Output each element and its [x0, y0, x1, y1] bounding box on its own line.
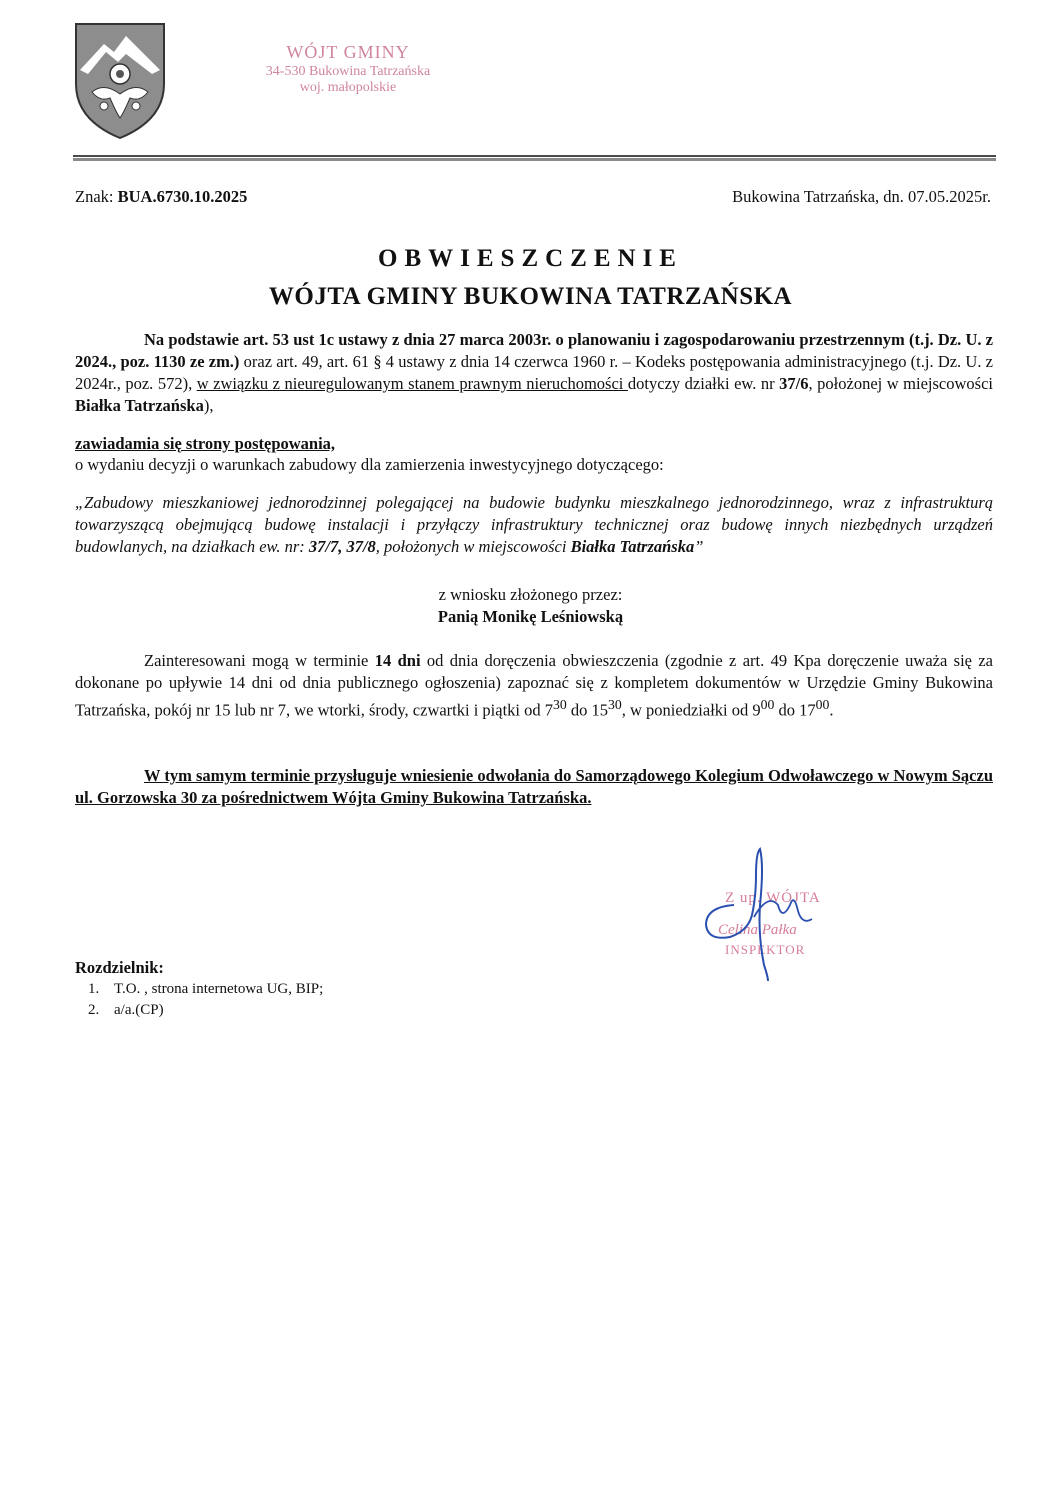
- time-sup-2: 30: [608, 697, 622, 712]
- inspection-text-3: do 15: [566, 700, 609, 720]
- signature-stamp-line-1: Z up. WÓJTA: [725, 890, 821, 906]
- handwritten-signature: [694, 845, 844, 985]
- document-subtitle: WÓJTA GMINY BUKOWINA TATRZAŃSKA: [268, 283, 793, 310]
- deadline-days: 14 dni: [374, 651, 421, 670]
- notify-heading: zawiadamia się strony postępowania,: [75, 434, 336, 453]
- quote-location: Białka Tatrzańska: [570, 537, 695, 556]
- investment-description: [75, 492, 993, 558]
- item-number: 2.: [88, 1002, 100, 1018]
- inspection-paragraph: [75, 650, 993, 722]
- legal-basis-text: oraz art. 49, art. 61 § 4 ustawy z dnia 14 czerwca 1960 r. – Kodeks postępowania administracyjnego (t.j. Dz. U. z 2024r., poz. 572),: [75, 352, 993, 393]
- quote-parcels: 37/7, 37/8: [308, 537, 376, 556]
- coat-of-arms-crest: [74, 22, 166, 140]
- quote-end: ”: [694, 537, 704, 556]
- reference-number: [75, 186, 247, 208]
- header-rule: [73, 155, 996, 157]
- legal-basis-text-2: dotyczy działki ew. nr: [627, 374, 780, 393]
- inspection-text-2: od dnia doręczenia obwieszczenia (zgodnie z art. 49 Kpa doręczenie uważa się za dokonane po upływie 14 dni od dnia publicznego ogłoszenia) zapoznać się z kompletem dokumentów w Urzędzie Gminy Bukowina Tatrzańska, pokój nr 15 lub nr 7, we wtorki, środy, czwartki i piątki od 7: [75, 651, 993, 720]
- distribution-title: Rozdzielnik:: [75, 958, 164, 977]
- item-text: T.O. , strona internetowa UG, BIP;: [114, 981, 324, 997]
- document-date: Bukowina Tatrzańska, dn. 07.05.2025r.: [732, 187, 991, 206]
- office-stamp: [218, 42, 478, 96]
- notify-subtext: o wydaniu decyzji o warunkach zabudowy dla zamierzenia inwestycyjnego dotyczącego:: [75, 455, 664, 474]
- request-label: z wniosku złożonego przez:: [438, 585, 623, 604]
- applicant-name: Panią Monikę Leśniowską: [437, 607, 624, 626]
- document-title: OBWIESZCZENIE: [378, 245, 683, 272]
- legal-basis-text-4: ),: [203, 396, 214, 415]
- stamp-line-3: woj. małopolskie: [299, 80, 397, 95]
- appeal-paragraph: W tym samym terminie przysługuje wniesienie odwołania do Samorządowego Kolegium Odwoławczego w Nowym Sączu ul. Gorzowska 30 za pośrednictwem Wójta Gminy Bukowina Tatrzańska.: [75, 766, 993, 807]
- legal-basis-paragraph: [75, 329, 993, 417]
- item-text: a/a.(CP): [114, 1002, 164, 1018]
- inspection-text-4: , w poniedziałki od 9: [621, 700, 761, 720]
- time-sup-4: 00: [815, 697, 830, 712]
- inspection-text-6: .: [829, 700, 834, 720]
- time-sup-3: 00: [760, 697, 775, 712]
- location-name: Białka Tatrzańska: [75, 396, 204, 415]
- distribution-item: [88, 1000, 323, 1021]
- legal-basis-underlined: w związku z nieuregulowanym stanem prawnym nieruchomości: [196, 374, 628, 393]
- time-sup-1: 30: [553, 697, 567, 712]
- quote-text: „Zabudowy mieszkaniowej jednorodzinnej polegającej na budowie budynku mieszkalnego jednorodzinnego, wraz z infrastrukturą towarzyszącą obejmującą budowę instalacji i przyłączy infrastruktury technicznej oraz budowę innych niezbędnych urządzeń budowlanych, na działkach ew. nr:: [75, 493, 993, 556]
- parcel-number: 37/6: [779, 374, 809, 393]
- stamp-line-1: WÓJT GMINY: [286, 42, 410, 62]
- legal-basis-text-3: , położonej w miejscowości: [808, 374, 994, 393]
- signature-stamp-line-3: INSPEKTOR: [725, 942, 806, 957]
- legal-basis-bold: Na podstawie art. 53 ust 1c ustawy z dnia 27 marca 2003r. o planowaniu i zagospodarowaniu przestrzennym (t.j. Dz. U. z 2024., poz. 1130 ze zm.): [75, 330, 993, 371]
- stamp-line-2: 34-530 Bukowina Tatrzańska: [265, 64, 431, 79]
- reference-value: BUA.6730.10.2025: [117, 187, 248, 206]
- reference-label: Znak:: [75, 187, 118, 206]
- inspection-text-5: do 17: [774, 700, 816, 720]
- item-number: 1.: [88, 981, 100, 997]
- inspection-text-1: Zainteresowani mogą w terminie: [144, 651, 375, 670]
- quote-text-2: , położonych w miejscowości: [375, 537, 571, 556]
- header-rule-thick: [73, 158, 996, 161]
- distribution-list: [88, 979, 323, 1021]
- signature-stamp-line-2: Celina Pałka: [718, 922, 797, 938]
- distribution-item: [88, 979, 323, 1000]
